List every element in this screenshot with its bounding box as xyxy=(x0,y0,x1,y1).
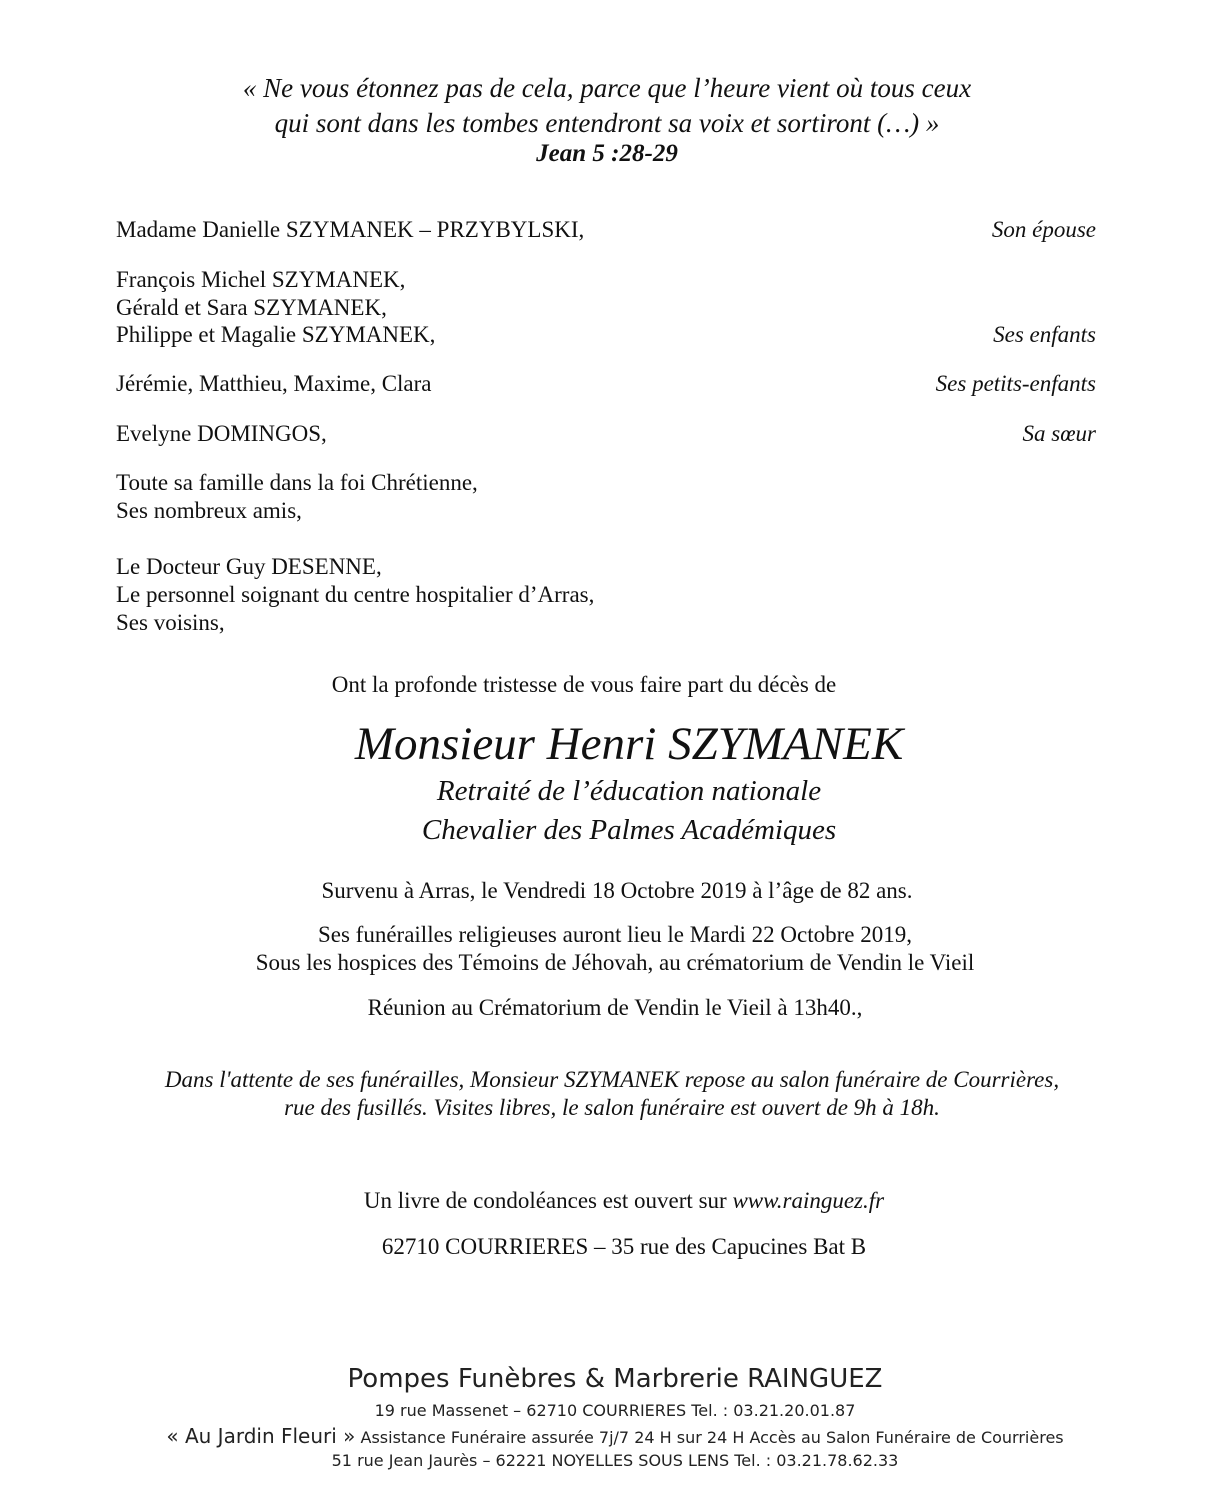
relation-sister: Sa sœur xyxy=(1022,421,1096,446)
verse-line-1: « Ne vous étonnez pas de cela, parce que l’heure vient où tous ceux xyxy=(242,73,972,103)
family-friends: Ses nombreux amis, xyxy=(116,498,302,523)
relation-children: Ses enfants xyxy=(993,322,1096,347)
relation-spouse: Son épouse xyxy=(991,217,1096,242)
family-hospital-staff: Le personnel soignant du centre hospitalier d’Arras, xyxy=(116,582,595,607)
footer-garden-address: 51 rue Jean Jaurès – 62221 NOYELLES SOUS LENS Tel. : 03.21.78.62.33 xyxy=(331,1451,899,1470)
deceased-name: Monsieur Henri SZYMANEK xyxy=(354,718,904,770)
death-details: Survenu à Arras, le Vendredi 18 Octobre 2019 à l’âge de 82 ans. xyxy=(321,878,913,903)
family-doctor: Le Docteur Guy DESENNE, xyxy=(116,554,382,579)
footer-services: Assistance Funéraire assurée 7j/7 24 H sur 24 H Accès au Salon Funéraire de Courrières xyxy=(355,1428,1064,1447)
family-child-2: Gérald et Sara SZYMANEK, xyxy=(116,295,387,320)
family-child-3: Philippe et Magalie SZYMANEK, xyxy=(116,322,436,347)
family-faith: Toute sa famille dans la foi Chrétienne, xyxy=(116,470,478,495)
funeral-line-2: Sous les hospices des Témoins de Jéhovah, au crématorium de Vendin le Vieil xyxy=(255,950,975,975)
relation-grandchildren: Ses petits-enfants xyxy=(935,371,1096,396)
family-sister: Evelyne DOMINGOS, xyxy=(116,421,327,446)
visit-line-2: rue des fusillés. Visites libres, le salon funéraire est ouvert de 9h à 18h. xyxy=(284,1095,940,1120)
deceased-title-1: Retraité de l’éducation nationale xyxy=(436,775,822,807)
family-spouse-name: Madame Danielle SZYMANEK – PRZYBYLSKI, xyxy=(116,217,585,242)
footer-garden-line xyxy=(8,1424,1214,1448)
verse-reference: Jean 5 :28-29 xyxy=(536,140,678,167)
deceased-title-2: Chevalier des Palmes Académiques xyxy=(421,814,837,846)
footer-company-address: 19 rue Massenet – 62710 COURRIERES Tel. : 03.21.20.01.87 xyxy=(374,1401,856,1420)
verse-line-2: qui sont dans les tombes entendront sa voix et sortiront (…) » xyxy=(274,108,940,138)
announcement: Ont la profonde tristesse de vous faire part du décès de xyxy=(331,672,837,697)
meeting-details: Réunion au Crématorium de Vendin le Vieil à 13h40., xyxy=(367,995,863,1020)
family-child-1: François Michel SZYMANEK, xyxy=(116,267,406,292)
address: 62710 COURRIERES – 35 rue des Capucines Bat B xyxy=(381,1234,867,1259)
condolences-text: Un livre de condoléances est ouvert sur xyxy=(363,1188,733,1213)
family-grandchildren: Jérémie, Matthieu, Maxime, Clara xyxy=(116,371,432,396)
condolences-link[interactable]: www.rainguez.fr xyxy=(732,1188,885,1213)
family-neighbors: Ses voisins, xyxy=(116,610,225,635)
footer-company: Pompes Funèbres & Marbrerie RAINGUEZ xyxy=(347,1364,883,1394)
visit-line-1: Dans l'attente de ses funérailles, Monsieur SZYMANEK repose au salon funéraire de Courrières, xyxy=(164,1067,1060,1092)
funeral-line-1: Ses funérailles religieuses auront lieu le Mardi 22 Octobre 2019, xyxy=(317,922,912,947)
footer-garden-name: « Au Jardin Fleuri » xyxy=(166,1424,356,1448)
condolences-line xyxy=(17,1187,1214,1215)
